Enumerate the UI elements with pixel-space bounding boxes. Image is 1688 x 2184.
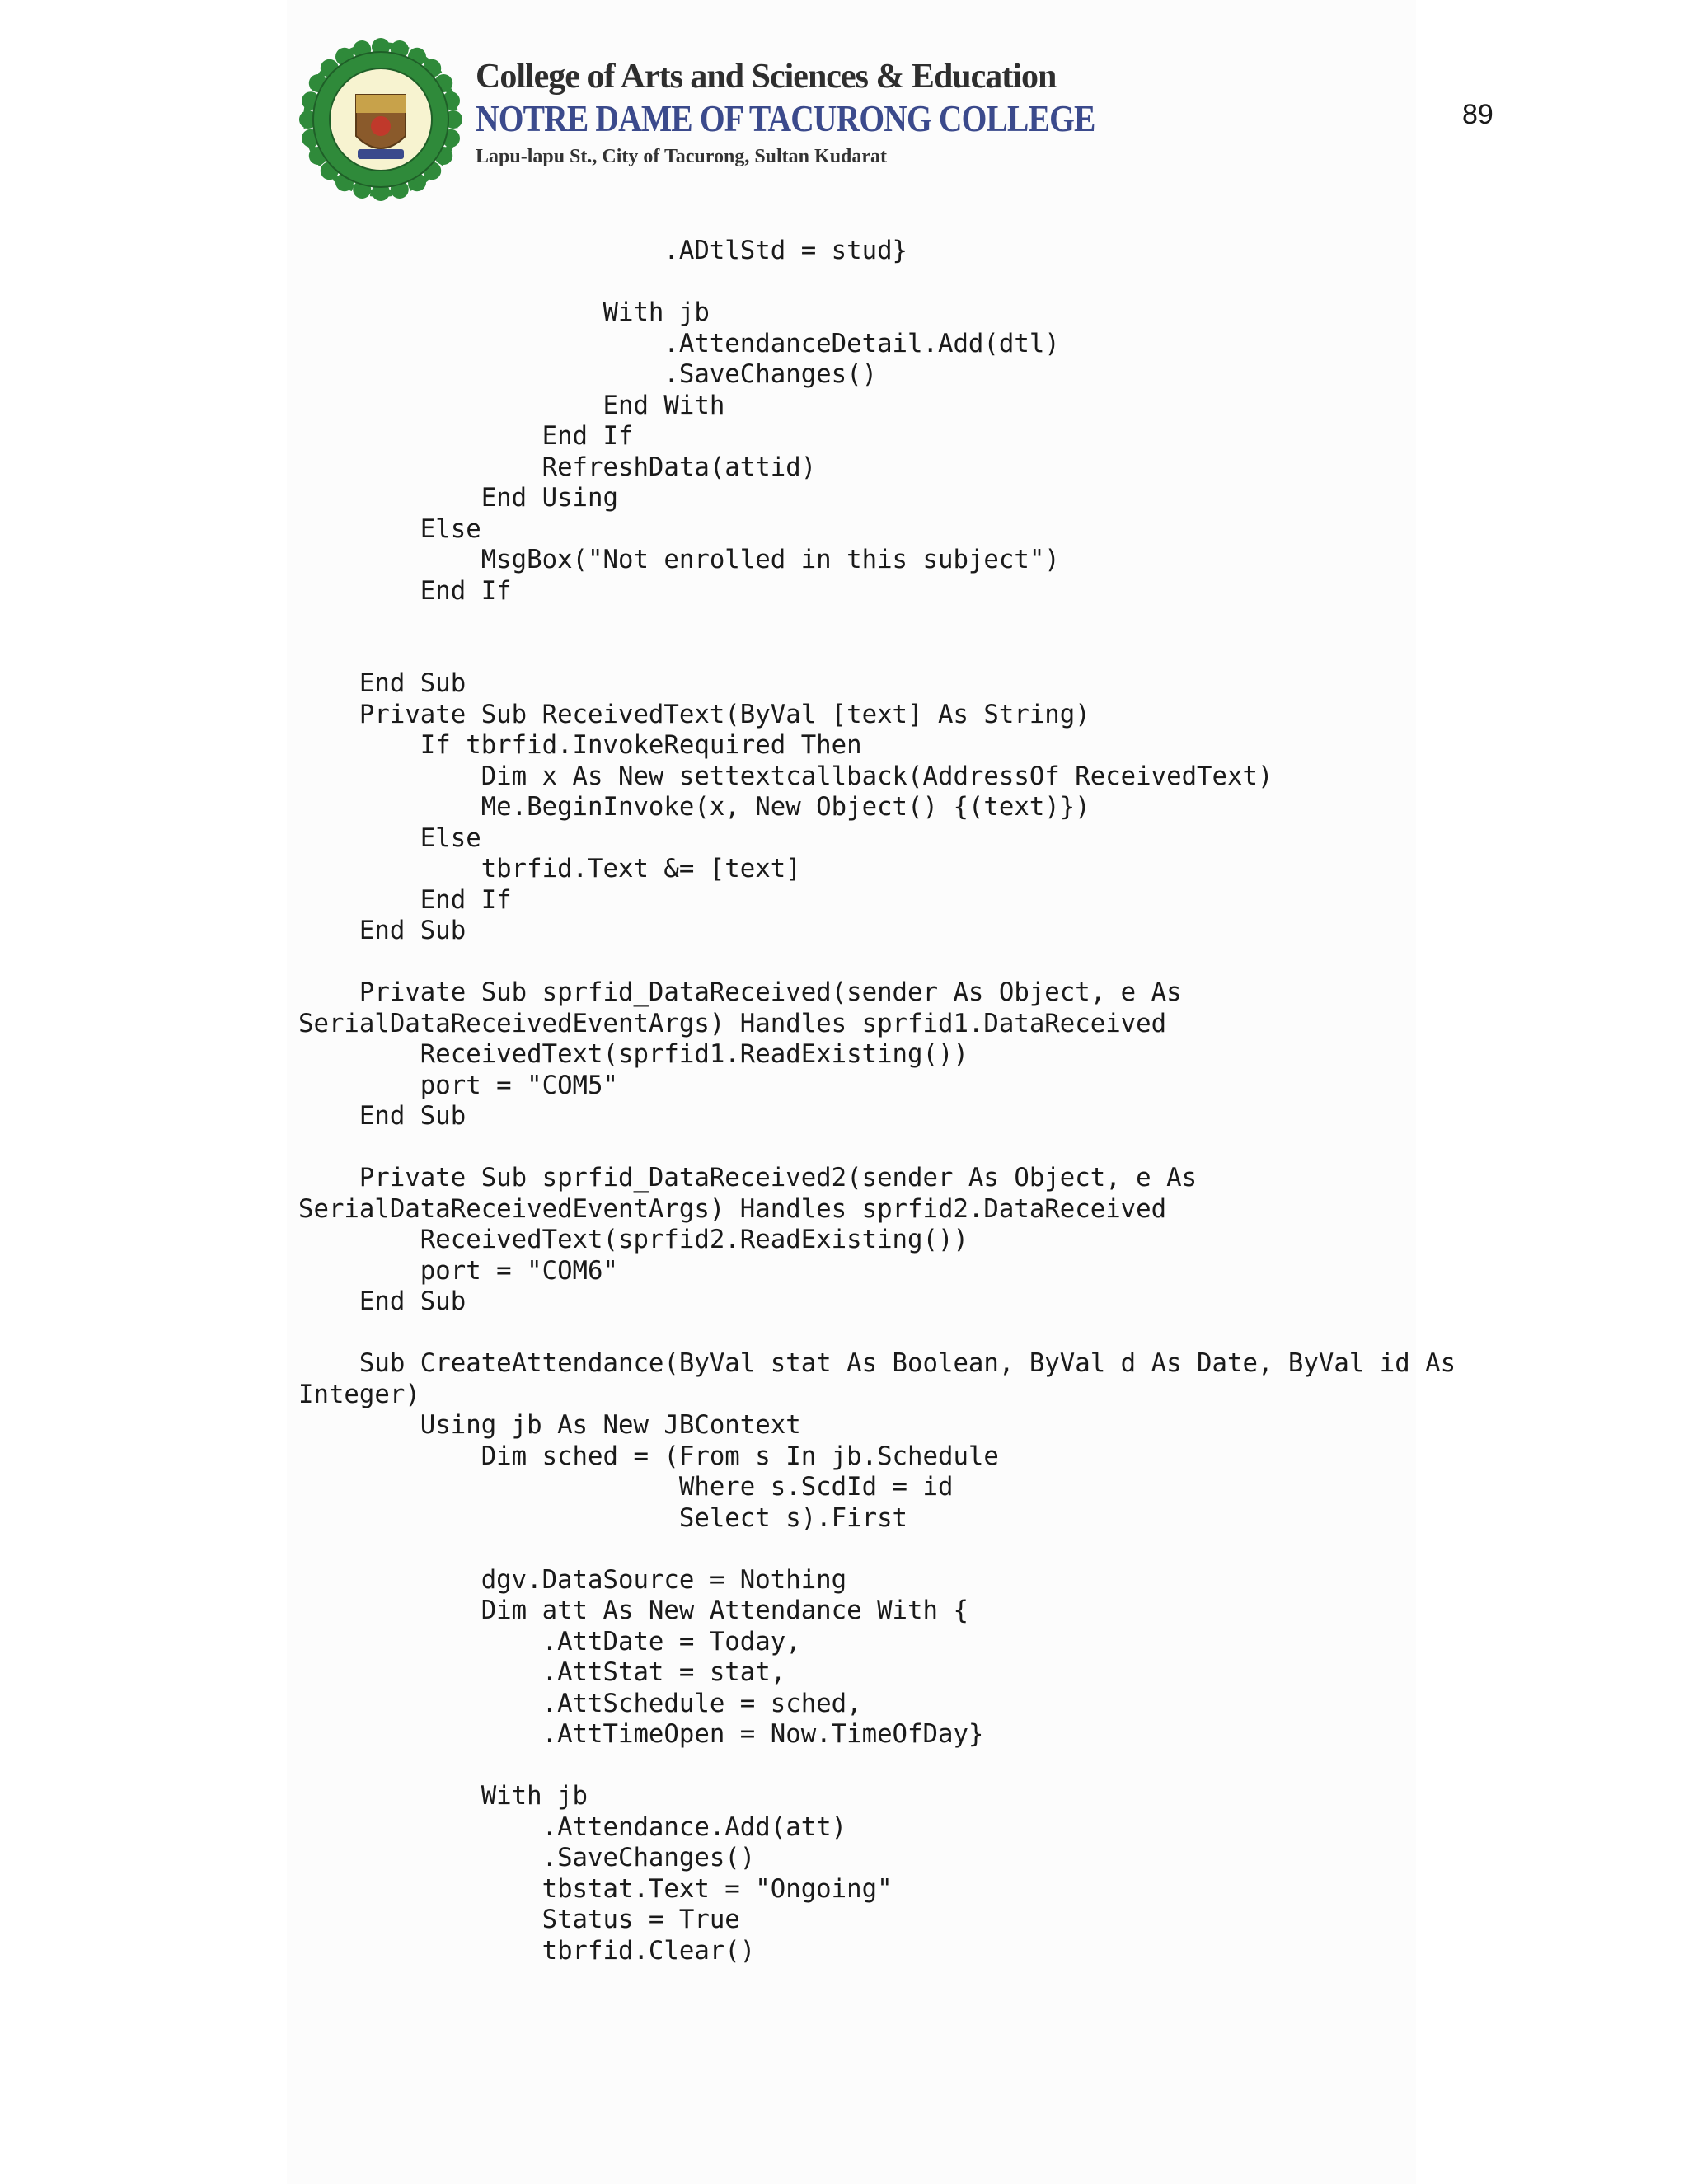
code-line	[298, 947, 1456, 978]
code-line: Else	[298, 823, 481, 853]
code-line: SerialDataReceivedEventArgs) Handles sprfid2.DataReceived	[298, 1194, 1167, 1224]
code-line: End If	[298, 576, 512, 606]
code-line: End Sub	[298, 669, 467, 698]
code-line: Else	[298, 514, 481, 544]
code-line: dgv.DataSource = Nothing	[298, 1565, 847, 1595]
code-line: .AttStat = stat,	[298, 1658, 786, 1687]
code-line: With jb	[298, 1782, 588, 1811]
code-line: Dim x As New settextcallback(AddressOf ReceivedText)	[298, 762, 1273, 791]
code-line: End Sub	[298, 916, 467, 945]
code-line: .Attendance.Add(att)	[298, 1812, 847, 1842]
code-line	[298, 1132, 1456, 1164]
code-line	[298, 638, 1456, 669]
code-line: .AttSchedule = sched,	[298, 1689, 862, 1718]
college-name: College of Arts and Sciences & Education	[476, 58, 1057, 96]
code-line: End Sub	[298, 1102, 467, 1131]
code-line: End Sub	[298, 1287, 467, 1316]
code-line: End If	[298, 422, 634, 451]
code-line	[298, 1750, 1456, 1782]
code-line: .AttendanceDetail.Add(dtl)	[298, 329, 1060, 359]
code-line: .AttTimeOpen = Now.TimeOfDay}	[298, 1720, 984, 1749]
code-line: Integer)	[298, 1380, 420, 1409]
code-line: Sub CreateAttendance(ByVal stat As Boolean, ByVal d As Date, ByVal id As	[298, 1349, 1456, 1378]
code-line: Me.BeginInvoke(x, New Object() {(text)})	[298, 793, 1090, 822]
code-line: Private Sub sprfid_DataReceived(sender As Object, e As	[298, 978, 1182, 1007]
code-line: port = "COM5"	[298, 1071, 618, 1100]
code-line: .SaveChanges()	[298, 360, 878, 389]
code-line: End If	[298, 885, 512, 915]
code-line	[298, 267, 1456, 298]
code-line: Dim sched = (From s In jb.Schedule	[298, 1441, 999, 1471]
page-header	[298, 33, 1095, 206]
code-line: End With	[298, 391, 725, 420]
code-line: port = "COM6"	[298, 1256, 618, 1286]
code-line: .SaveChanges()	[298, 1844, 756, 1872]
code-line: .AttDate = Today,	[298, 1627, 801, 1657]
code-line: Where s.ScdId = id	[298, 1473, 954, 1502]
code-line: End Using	[298, 484, 618, 513]
header-text-block	[476, 56, 1196, 171]
college-seal-icon	[298, 37, 463, 202]
code-line	[298, 607, 1456, 638]
code-line: If tbrfid.InvokeRequired Then	[298, 731, 862, 760]
code-line: RefreshData(attid)	[298, 452, 817, 482]
code-line: Select s).First	[298, 1503, 908, 1533]
code-line: Dim att As New Attendance With {	[298, 1596, 968, 1625]
code-line: Private Sub ReceivedText(ByVal [text] As String)	[298, 700, 1090, 729]
code-line: SerialDataReceivedEventArgs) Handles sprfid1.DataReceived	[298, 1009, 1167, 1038]
code-line: Status = True	[298, 1905, 740, 1934]
school-name: NOTRE DAME OF TACURONG COLLEGE	[476, 97, 1095, 139]
code-line: tbrfid.Clear()	[298, 1936, 756, 1966]
code-listing	[298, 236, 1456, 1966]
code-line: tbrfid.Text &= [text]	[298, 855, 801, 883]
code-line: With jb	[298, 298, 710, 327]
page-number: 89	[1462, 99, 1493, 130]
code-line: tbstat.Text = "Ongoing"	[298, 1874, 893, 1904]
code-line: MsgBox("Not enrolled in this subject")	[298, 546, 1060, 574]
code-line	[298, 1318, 1456, 1349]
code-line: ReceivedText(sprfid1.ReadExisting())	[298, 1040, 968, 1069]
code-line: .ADtlStd = stud}	[298, 237, 908, 265]
code-line	[298, 1534, 1456, 1565]
code-line: ReceivedText(sprfid2.ReadExisting())	[298, 1226, 968, 1254]
school-address: Lapu-lapu St., City of Tacurong, Sultan Kudarat	[476, 146, 888, 167]
code-line: Private Sub sprfid_DataReceived2(sender As Object, e As	[298, 1164, 1198, 1193]
code-line: Using jb As New JBContext	[298, 1411, 801, 1440]
